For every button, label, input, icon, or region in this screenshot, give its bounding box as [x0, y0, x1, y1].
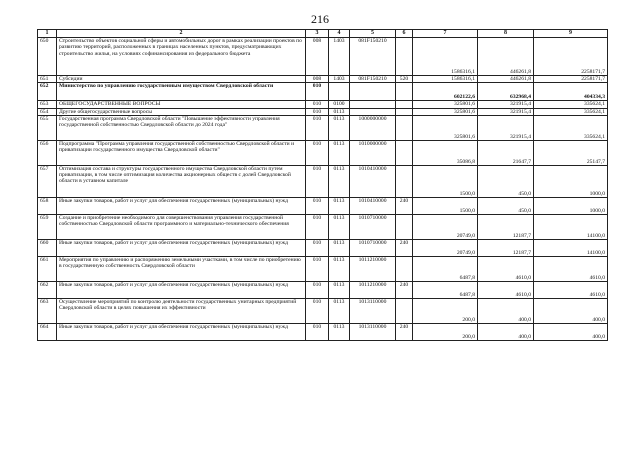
section-code-cell: 0113	[329, 165, 350, 197]
expense-type-cell: 240	[396, 323, 413, 340]
target-article-cell: 1013110000	[350, 298, 396, 323]
amount-2021-cell: 1500,0	[413, 197, 478, 214]
section-code-cell: 0113	[329, 197, 350, 214]
amount-2021-cell: 1586316,1	[413, 76, 478, 83]
target-article-cell: 1010000000	[350, 140, 396, 165]
row-number-cell: 662	[38, 281, 57, 298]
section-code-cell: 0113	[329, 239, 350, 256]
amount-2022-cell: 321915,4	[478, 115, 534, 140]
table-row	[38, 140, 608, 165]
expense-type-cell	[396, 38, 413, 76]
amount-2023-cell: 2258171,7	[534, 76, 608, 83]
target-article-cell: 1010710000	[350, 214, 396, 239]
amount-2022-cell: 4610,0	[478, 281, 534, 298]
section-code-cell: 0113	[329, 140, 350, 165]
column-header: 2	[57, 30, 306, 38]
amount-2021-cell: 35086,8	[413, 140, 478, 165]
amount-2023-cell: 404334,3	[534, 83, 608, 101]
amount-2021-cell: 200,0	[413, 298, 478, 323]
amount-2022-cell: 4610,0	[478, 256, 534, 281]
expense-type-cell	[396, 140, 413, 165]
column-header: 4	[329, 30, 350, 38]
amount-2021-cell: 325801,6	[413, 115, 478, 140]
expense-type-cell	[396, 256, 413, 281]
amount-2022-cell: 321915,4	[478, 108, 534, 115]
amount-2023-cell: 4610,0	[534, 256, 608, 281]
amount-2023-cell: 14100,0	[534, 239, 608, 256]
expense-type-cell	[396, 298, 413, 323]
row-name-cell: Иные закупки товаров, работ и услуг для обеспечения государственных (муниципальных) нужд	[57, 239, 306, 256]
target-article-cell: 1011210000	[350, 281, 396, 298]
amount-2022-cell: 446261,8	[478, 76, 534, 83]
ministry-code-cell: 010	[306, 165, 329, 197]
section-code-cell: 0100	[329, 101, 350, 108]
table-row	[38, 38, 608, 76]
row-number-cell: 653	[38, 101, 57, 108]
expense-type-cell	[396, 83, 413, 101]
row-name-cell: Государственная программа Свердловской области "Повышение эффективности управления государственной собственностью Свердловской области до 2024 года"	[57, 115, 306, 140]
section-code-cell: 0113	[329, 214, 350, 239]
row-name-cell: Оптимизация состава и структуры государственного имущества Свердловской области путем приватизации, в том числе оптимизация количества акционерных обществ с долей Свердловской области в уставном капитале	[57, 165, 306, 197]
row-number-cell: 664	[38, 323, 57, 340]
expense-type-cell	[396, 108, 413, 115]
amount-2023-cell: 2258171,7	[534, 38, 608, 76]
row-number-cell: 663	[38, 298, 57, 323]
amount-2021-cell: 20749,0	[413, 239, 478, 256]
amount-2021-cell: 20749,0	[413, 214, 478, 239]
expense-type-cell	[396, 101, 413, 108]
amount-2022-cell: 446261,8	[478, 38, 534, 76]
row-name-cell: Мероприятия по управлению и распоряжению земельными участками, в том числе по приобретению в государственную собственность Свердловской области	[57, 256, 306, 281]
section-code-cell: 0113	[329, 323, 350, 340]
row-number-cell: 655	[38, 115, 57, 140]
ministry-code-cell: 010	[306, 115, 329, 140]
row-number-cell: 658	[38, 197, 57, 214]
expense-type-cell	[396, 115, 413, 140]
column-header: 8	[478, 30, 534, 38]
table-row	[38, 83, 608, 101]
target-article-cell	[350, 101, 396, 108]
budget-table	[37, 29, 608, 341]
table-row	[38, 101, 608, 108]
target-article-cell: 1000000000	[350, 115, 396, 140]
amount-2023-cell: 1000,0	[534, 197, 608, 214]
row-number-cell: 654	[38, 108, 57, 115]
ministry-code-cell: 010	[306, 281, 329, 298]
column-header: 9	[534, 30, 608, 38]
target-article-cell: 081F150210	[350, 38, 396, 76]
row-name-cell: Иные закупки товаров, работ и услуг для обеспечения государственных (муниципальных) нужд	[57, 197, 306, 214]
section-code-cell	[329, 83, 350, 101]
amount-2022-cell: 21647,7	[478, 140, 534, 165]
row-number-cell: 660	[38, 239, 57, 256]
table-row	[38, 298, 608, 323]
ministry-code-cell: 010	[306, 197, 329, 214]
row-name-cell: Осуществление мероприятий по контролю деятельности государственных унитарных предприятий Свердловской области в целях повышения их эффективности	[57, 298, 306, 323]
ministry-code-cell: 010	[306, 323, 329, 340]
column-header: 7	[413, 30, 478, 38]
table-row	[38, 108, 608, 115]
section-code-cell: 0113	[329, 298, 350, 323]
row-name-cell: Иные закупки товаров, работ и услуг для обеспечения государственных (муниципальных) нужд	[57, 281, 306, 298]
amount-2022-cell: 400,0	[478, 298, 534, 323]
section-code-cell: 1403	[329, 76, 350, 83]
row-number-cell: 650	[38, 38, 57, 76]
table-row	[38, 214, 608, 239]
row-number-cell: 659	[38, 214, 57, 239]
amount-2023-cell: 14100,0	[534, 214, 608, 239]
amount-2023-cell: 1000,0	[534, 165, 608, 197]
ministry-code-cell: 008	[306, 76, 329, 83]
column-header: 3	[306, 30, 329, 38]
amount-2022-cell: 400,0	[478, 323, 534, 340]
row-number-cell: 656	[38, 140, 57, 165]
ministry-code-cell: 010	[306, 83, 329, 101]
column-header: 5	[350, 30, 396, 38]
ministry-code-cell: 010	[306, 108, 329, 115]
expense-type-cell	[396, 214, 413, 239]
section-code-cell: 0113	[329, 256, 350, 281]
ministry-code-cell: 010	[306, 101, 329, 108]
table-row	[38, 76, 608, 83]
row-name-cell: Министерство по управлению государственным имуществом Свердловской области	[57, 83, 306, 101]
amount-2021-cell: 1586316,1	[413, 38, 478, 76]
expense-type-cell: 240	[396, 197, 413, 214]
row-name-cell: Создание и приобретение необходимого для совершенствования управления государственной собственностью Свердловской области программного и материально-технического обеспечения	[57, 214, 306, 239]
target-article-cell	[350, 83, 396, 101]
section-code-cell: 0113	[329, 281, 350, 298]
amount-2021-cell: 325801,6	[413, 108, 478, 115]
target-article-cell: 081F150210	[350, 76, 396, 83]
section-code-cell: 0113	[329, 115, 350, 140]
row-name-cell: Субсидии	[57, 76, 306, 83]
table-row	[38, 239, 608, 256]
amount-2021-cell: 602122,6	[413, 83, 478, 101]
row-number-cell: 651	[38, 76, 57, 83]
amount-2023-cell: 335624,1	[534, 115, 608, 140]
target-article-cell: 1013110000	[350, 323, 396, 340]
expense-type-cell: 520	[396, 76, 413, 83]
amount-2022-cell: 450,0	[478, 165, 534, 197]
ministry-code-cell: 010	[306, 239, 329, 256]
amount-2023-cell: 335624,1	[534, 101, 608, 108]
page-number: 216	[311, 12, 329, 26]
row-name-cell: ОБЩЕГОСУДАРСТВЕННЫЕ ВОПРОСЫ	[57, 101, 306, 108]
target-article-cell: 1010410000	[350, 165, 396, 197]
amount-2023-cell: 25147,7	[534, 140, 608, 165]
amount-2021-cell: 6487,8	[413, 281, 478, 298]
row-name-cell: Подпрограмма "Программа управления государственной собственностью Свердловской области и приватизации государственного имущества Свердловской области"	[57, 140, 306, 165]
ministry-code-cell: 010	[306, 140, 329, 165]
section-code-cell: 0113	[329, 108, 350, 115]
target-article-cell: 1011210000	[350, 256, 396, 281]
table-row	[38, 281, 608, 298]
expense-type-cell	[396, 165, 413, 197]
row-number-cell: 652	[38, 83, 57, 101]
column-header: 1	[38, 30, 57, 38]
amount-2023-cell: 335624,1	[534, 108, 608, 115]
table-row	[38, 197, 608, 214]
amount-2023-cell: 400,0	[534, 323, 608, 340]
amount-2022-cell: 12187,7	[478, 239, 534, 256]
table-header-row	[38, 30, 608, 38]
expense-type-cell: 240	[396, 239, 413, 256]
amount-2021-cell: 200,0	[413, 323, 478, 340]
table-row	[38, 115, 608, 140]
amount-2021-cell: 6487,8	[413, 256, 478, 281]
amount-2023-cell: 4610,0	[534, 281, 608, 298]
amount-2022-cell: 450,0	[478, 197, 534, 214]
amount-2022-cell: 321915,4	[478, 101, 534, 108]
row-number-cell: 657	[38, 165, 57, 197]
target-article-cell: 1010710000	[350, 239, 396, 256]
target-article-cell: 1010410000	[350, 197, 396, 214]
table-row	[38, 323, 608, 340]
amount-2021-cell: 325801,6	[413, 101, 478, 108]
amount-2022-cell: 632968,4	[478, 83, 534, 101]
column-header: 6	[396, 30, 413, 38]
ministry-code-cell: 008	[306, 38, 329, 76]
ministry-code-cell: 010	[306, 256, 329, 281]
ministry-code-cell: 010	[306, 298, 329, 323]
table-row	[38, 256, 608, 281]
table-row	[38, 165, 608, 197]
row-number-cell: 661	[38, 256, 57, 281]
amount-2021-cell: 1500,0	[413, 165, 478, 197]
row-name-cell: Иные закупки товаров, работ и услуг для обеспечения государственных (муниципальных) нужд	[57, 323, 306, 340]
amount-2023-cell: 400,0	[534, 298, 608, 323]
expense-type-cell: 240	[396, 281, 413, 298]
row-name-cell: Другие общегосударственные вопросы	[57, 108, 306, 115]
ministry-code-cell: 010	[306, 214, 329, 239]
amount-2022-cell: 12187,7	[478, 214, 534, 239]
row-name-cell: Строительство объектов социальной сферы и автомобильных дорог в рамках реализации проектов по развитию территорий, расположенных в границах населенных пунктов, предусматривающих строительство жилья, на условиях софинансирования из федерального бюджета	[57, 38, 306, 76]
target-article-cell	[350, 108, 396, 115]
section-code-cell: 1403	[329, 38, 350, 76]
